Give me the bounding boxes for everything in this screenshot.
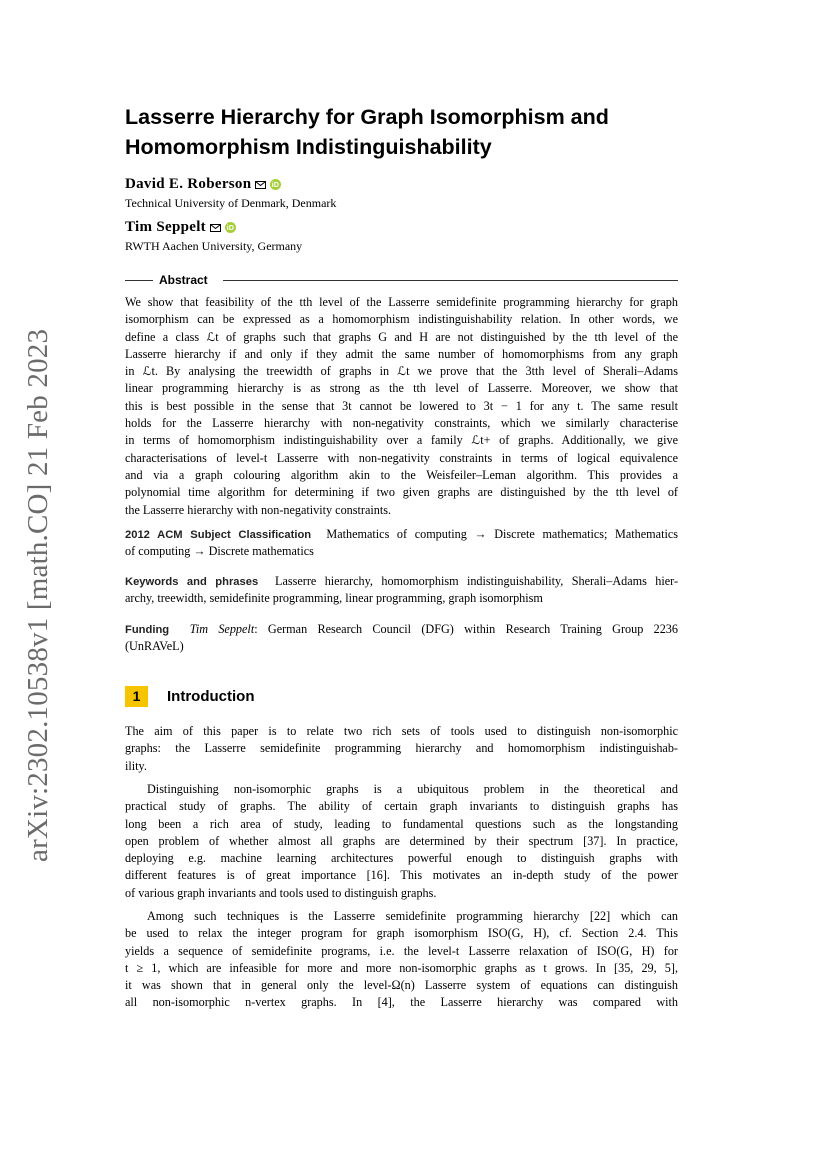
body-line: The aim of this paper is to relate two rich sets of tools used to distinguish non-isomorphic	[125, 724, 678, 738]
orcid-icon[interactable]	[270, 179, 281, 190]
abstract-heading: Abstract	[159, 273, 208, 287]
abstract-line: in terms of homomorphism indistinguishability over a family ℒt+ of graphs. Additionally, we give	[125, 433, 678, 448]
section-title: Introduction	[167, 688, 255, 705]
section-number: 1	[125, 686, 148, 707]
keywords-text: Lasserre hierarchy, homomorphism indistinguishability, Sherali–Adams hier-	[275, 574, 678, 588]
author-affiliation: RWTH Aachen University, Germany	[125, 239, 303, 253]
acm-classification	[125, 526, 678, 561]
body-line: graphs: the Lasserre semidefinite programming hierarchy and homomorphism indistinguishab-	[125, 741, 678, 756]
abstract-line: this is best possible in the sense that 3t cannot be lowered to 3t − 1 for any t. The same result	[125, 398, 678, 413]
body-line: different features is of great importance [16]. This motivates an in-depth study of the power	[125, 868, 678, 883]
rule-line	[223, 280, 678, 281]
keywords-heading: Keywords and phrases	[125, 576, 259, 588]
author-name-text: Tim Seppelt	[125, 219, 206, 235]
abstract-line: linear programming hierarchy is as strong as the tth level of Lasserre. Moreover, we show that	[125, 381, 678, 396]
abstract-line: the Lasserre hierarchy with non-negativity constraints.	[125, 502, 392, 517]
title-line: Lasserre Hierarchy for Graph Isomorphism and	[125, 105, 609, 129]
acm-text: of computing → Discrete mathematics	[125, 544, 314, 559]
author-name-text: David E. Roberson	[125, 176, 252, 192]
abstract-line: in ℒt. By analysing the treewidth of graphs in ℒt we prove that the 3tth level of Sherali–Adams	[125, 364, 678, 379]
author-name	[125, 219, 236, 236]
keywords-text: archy, treewidth, semidefinite programming, linear programming, graph isomorphism	[125, 591, 543, 606]
abstract-line: We show that feasibility of the tth level of the Lasserre semidefinite programming hierarchy for graph	[125, 295, 678, 309]
funding-heading: Funding	[125, 624, 170, 636]
abstract-line: holds for the Lasserre hierarchy with non-negativity constraints, which we similarly characterise	[125, 416, 678, 431]
svg-text:iD: iD	[226, 225, 235, 232]
svg-text:iD: iD	[272, 182, 280, 189]
section-heading	[125, 686, 254, 707]
body-line: deploying e.g. machine learning architectures powerful enough to distinguish graphs with	[125, 851, 678, 866]
body-line: Distinguishing non-isomorphic graphs is a ubiquitous problem in the theoretical and	[147, 782, 678, 796]
abstract-heading-rule	[125, 273, 678, 287]
abstract-line: define a class ℒt of graphs such that graphs G and H are not distinguished by the tth level of the	[125, 329, 678, 344]
body-line: it was shown that in general only the level-Ω(n) Lasserre system of equations can distinguish	[125, 978, 678, 993]
email-icon[interactable]	[255, 181, 266, 189]
funding-text: (UnRAVeL)	[125, 639, 184, 654]
funding	[125, 621, 678, 656]
body-line: be used to relax the integer program for graph isomorphism ISO(G, H), cf. Section 2.4. This	[125, 926, 678, 941]
body-line: Among such techniques is the Lasserre semidefinite programming hierarchy [22] which can	[147, 909, 678, 923]
author-affiliation: Technical University of Denmark, Denmark	[125, 196, 337, 210]
arxiv-identifier-stamp: arXiv:2302.10538v1 [math.CO] 21 Feb 2023	[22, 328, 54, 862]
acm-heading: 2012 ACM Subject Classification	[125, 529, 312, 541]
intro-paragraph	[125, 908, 678, 1012]
abstract-line: Lasserre hierarchy if and only if they admit the same number of homomorphisms from any graph	[125, 346, 678, 361]
funding-person: Tim Seppelt	[189, 622, 255, 636]
body-line: ility.	[125, 758, 147, 773]
title-line: Homomorphism Indistinguishability	[125, 135, 492, 159]
paper-title	[125, 102, 685, 162]
acm-text: Mathematics of computing → Discrete mathematics; Mathematics	[326, 527, 678, 541]
body-line: of various graph invariants and tools used to distinguish graphs.	[125, 885, 437, 900]
orcid-icon[interactable]	[225, 222, 236, 233]
body-line: practical study of graphs. The ability of certain graph invariants to distinguish graphs has	[125, 799, 678, 814]
abstract-line: isomorphism can be expressed as a homomorphism indistinguishability relation. In other words, we	[125, 312, 678, 327]
body-line: open problem of whether almost all graphs are determined by their spectrum [37]. In practice,	[125, 833, 678, 848]
abstract-line: polynomial time algorithm for determining if two given graphs are distinguished by the tth level of	[125, 485, 678, 500]
keywords	[125, 573, 678, 608]
funding-text: : German Research Council (DFG) within Research Training Group 2236	[254, 622, 678, 636]
author-name	[125, 176, 281, 193]
body-line: long been a rich area of study, leading to fundamental questions such as the longstanding	[125, 816, 678, 831]
abstract-line: and via a graph colouring algorithm akin to the Weisfeiler–Leman algorithm. This provides a	[125, 467, 678, 482]
body-line: t ≥ 1, which are infeasible for more and more non-isomorphic graphs as t grows. In [35, 29, 5],	[125, 960, 678, 975]
body-line: all non-isomorphic n-vertex graphs. In [4], the Lasserre hierarchy was compared with	[125, 995, 678, 1010]
body-line: yields a sequence of semidefinite programs, i.e. the level-t Lasserre relaxation of ISO(G, H) for	[125, 943, 678, 958]
email-icon[interactable]	[210, 224, 221, 232]
rule-line	[125, 280, 153, 281]
abstract-line: characterisations of level-t Lasserre with non-negativity constraints in terms of logical equivalence	[125, 450, 678, 465]
abstract-body	[125, 294, 678, 519]
intro-paragraph	[125, 723, 678, 775]
intro-paragraph	[125, 781, 678, 902]
